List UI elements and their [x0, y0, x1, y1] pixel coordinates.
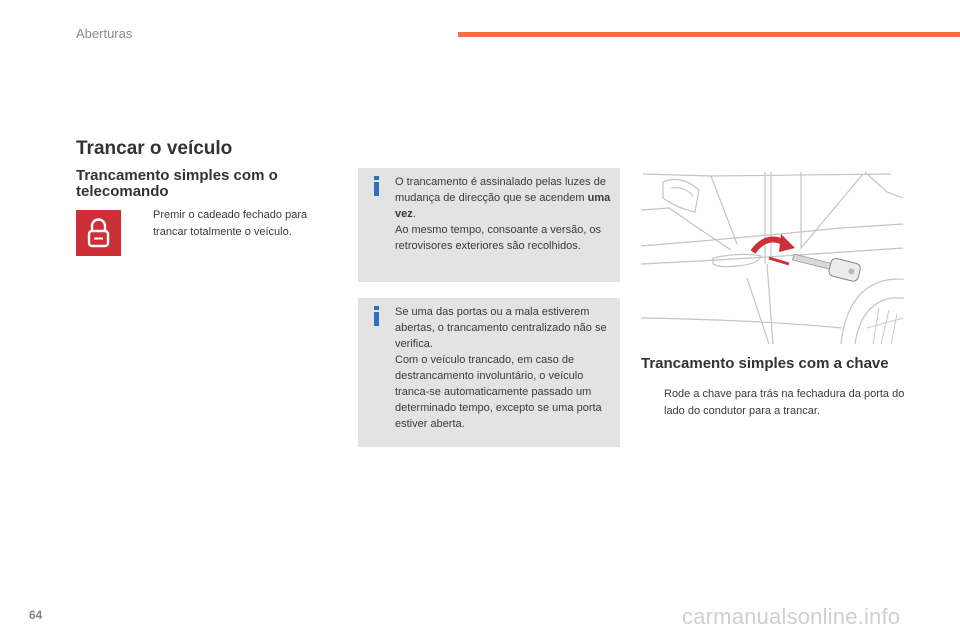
key-lock-instruction-text: Rode a chave para trás na fechadura da porta do lado do condutor para a trancar. [664, 388, 905, 417]
key-lock-heading: Trancamento simples com a chave [641, 355, 889, 372]
remote-lock-instruction [134, 207, 334, 241]
info-box-door-open [358, 298, 620, 447]
info-text-2b: Com o veículo trancado, em caso de destrancamento involuntário, o veículo tranca-se automaticamente passado um determinado tempo, excepto se uma porta estiver aberta. [395, 354, 602, 430]
key-lock-instruction [645, 386, 905, 420]
page-title: Trancar o veículo [76, 138, 233, 159]
info-box-lock-signal [358, 168, 620, 282]
emphasis-text: uma vez [395, 192, 611, 220]
section-header: Aberturas [76, 26, 133, 41]
remote-lock-instruction-text: Premir o cadeado fechado para trancar totalmente o veículo. [153, 209, 308, 238]
watermark-text: carmanualsonline.info [682, 604, 901, 629]
padlock-closed-icon [76, 210, 121, 256]
info-icon [370, 176, 382, 196]
info-text-1a: O trancamento é assinalado pelas luzes de mudança de direcção que se acendem uma vez. [395, 176, 611, 220]
info-text-1b: Ao mesmo tempo, consoante a versão, os retrovisores exteriores são recolhidos. [395, 224, 602, 252]
info-text-2a: Se uma das portas ou a mala estiverem abertas, o trancamento centralizado não se verifica. [395, 306, 607, 350]
remote-lock-heading: Trancamento simples com o telecomando [76, 167, 278, 200]
page-number: 64 [29, 608, 43, 622]
info-icon [370, 306, 382, 326]
car-door-key-illustration [641, 168, 904, 344]
header-accent-bar [458, 32, 960, 37]
